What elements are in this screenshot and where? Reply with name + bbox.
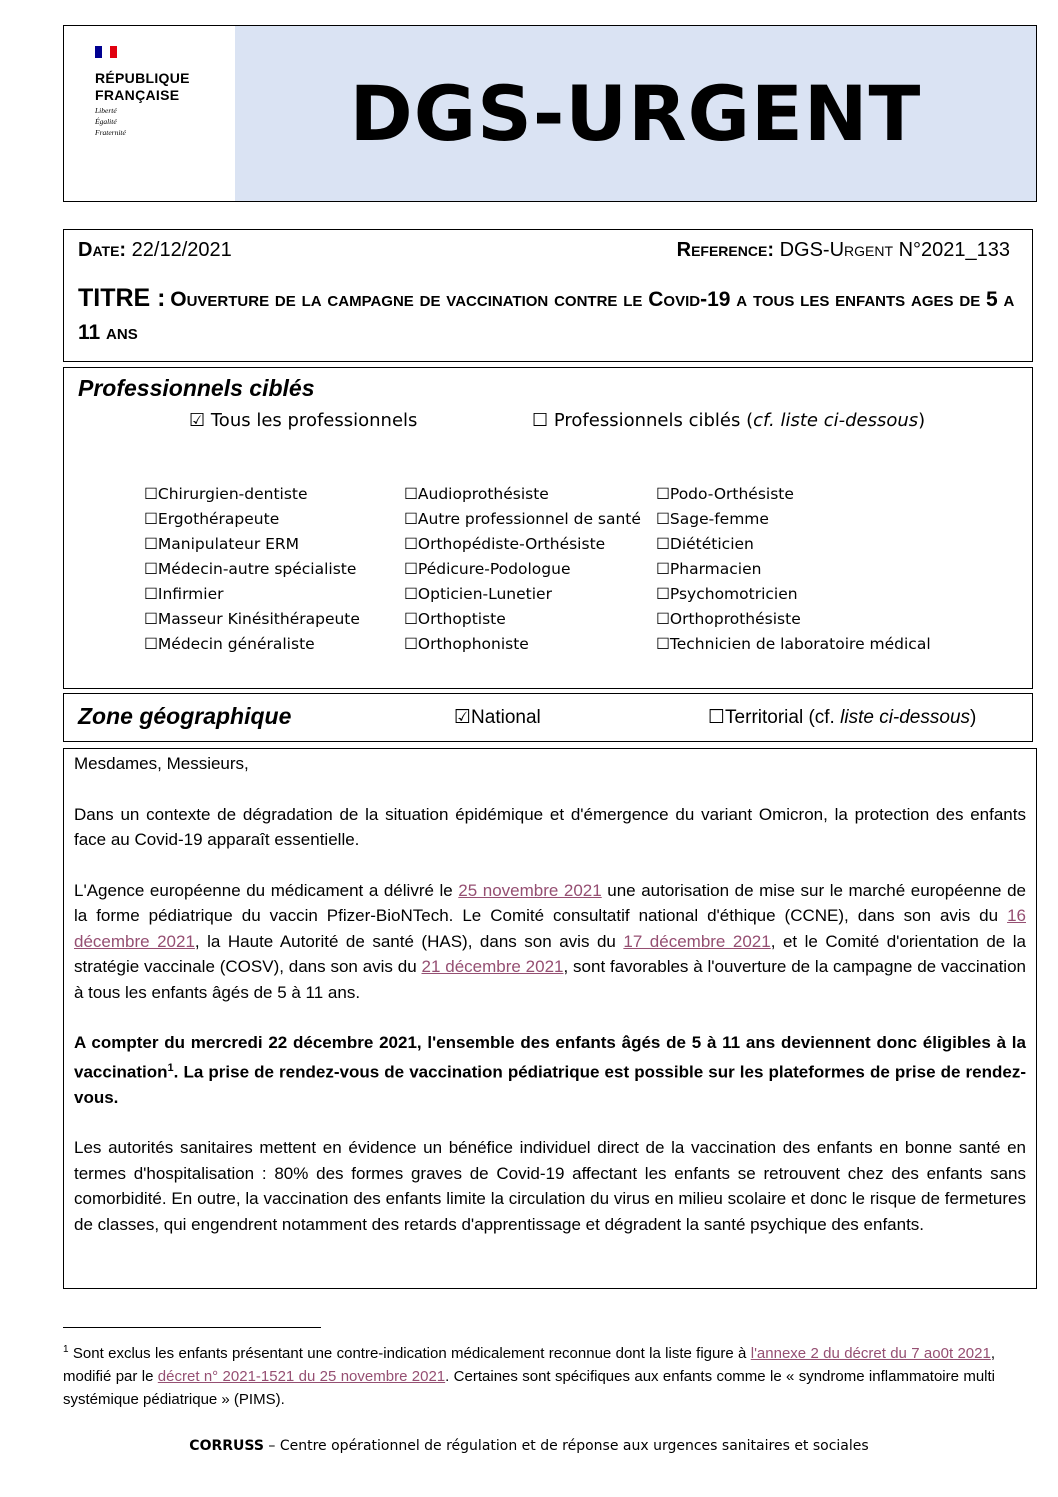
all-professionals-option	[189, 410, 417, 431]
unchecked-box-icon: ☐	[144, 585, 158, 603]
unchecked-box-icon: ☐	[144, 535, 158, 553]
profession-label: Orthophoniste	[417, 635, 529, 653]
profession-option	[144, 582, 360, 607]
unchecked-box-icon: ☐	[656, 635, 670, 653]
profession-label: Podo-Orthésiste	[669, 485, 794, 503]
unchecked-box-icon: ☐	[404, 485, 418, 503]
checked-box-icon: ☑	[189, 410, 206, 431]
profession-option	[656, 557, 931, 582]
unchecked-box-icon: ☐	[404, 510, 418, 528]
profession-option	[144, 632, 360, 657]
unchecked-box-icon: ☐	[404, 610, 418, 628]
unchecked-box-icon: ☐	[656, 535, 670, 553]
profession-option	[404, 582, 641, 607]
profession-option	[404, 557, 641, 582]
profession-option	[144, 532, 360, 557]
profession-option	[404, 482, 641, 507]
professionals-box	[63, 367, 1033, 689]
motto-liberte: Liberté	[95, 106, 117, 115]
profession-label: Masseur Kinésithérapeute	[157, 610, 360, 628]
unchecked-box-icon: ☐	[708, 706, 726, 728]
greeting: Mesdames, Messieurs,	[74, 754, 249, 773]
reference-label: Reference	[676, 239, 768, 261]
marianne-flag-icon	[95, 46, 117, 58]
checked-box-icon: ☑	[454, 706, 472, 728]
page-title: DGS-URGENT	[349, 69, 922, 158]
footnote-separator	[63, 1327, 321, 1328]
unchecked-box-icon: ☐	[404, 635, 418, 653]
profession-label: Sage-femme	[669, 510, 769, 528]
date-line: Date: 22/12/2021	[78, 239, 232, 261]
zone-national-option: ☑National	[454, 706, 541, 728]
profession-label: Ergothérapeute	[157, 510, 280, 528]
reference-line: Reference: DGS-Urgent N°2021_133	[676, 239, 1010, 261]
profession-option	[404, 507, 641, 532]
profession-label: Autre professionnel de santé	[417, 510, 641, 528]
profession-label: Technicien de laboratoire médical	[669, 635, 931, 653]
paragraph-3: A compter du mercredi 22 décembre 2021, l'ensemble des enfants âgés de 5 à 11 ans deviennent donc éligibles à la vaccination$^1$. La prise de rendez-vous de vaccination pédiatrique est possible sur les plateformes de prise de rendez-vous.	[74, 1033, 1026, 1107]
profession-option	[404, 607, 641, 632]
footer-org: CORRUSS	[189, 1438, 264, 1454]
all-professionals-label: Tous les professionnels	[210, 410, 418, 431]
profession-option	[144, 557, 360, 582]
zone-heading: Zone géographique	[78, 703, 292, 729]
profession-column-1	[144, 482, 360, 657]
message-box	[63, 748, 1037, 1289]
profession-label: Chirurgien-dentiste	[157, 485, 308, 503]
unchecked-box-icon: ☐	[656, 510, 670, 528]
link-16-decembre-2021[interactable]: 16 décembre 2021	[74, 906, 1026, 951]
republique-francaise-logo	[64, 26, 236, 201]
motto-fraternite: Fraternité	[95, 128, 126, 137]
profession-option	[656, 507, 931, 532]
profession-option	[144, 482, 360, 507]
date-label: Date	[78, 239, 120, 261]
profession-label: Pharmacien	[669, 560, 762, 578]
header	[63, 25, 1037, 202]
unchecked-box-icon: ☐	[144, 610, 158, 628]
unchecked-box-icon: ☐	[144, 635, 158, 653]
profession-option	[656, 632, 931, 657]
targeted-professionals-option: ☐ Professionnels ciblés (cf. liste ci-dessous)	[532, 410, 926, 431]
profession-label: Audioprothésiste	[417, 485, 549, 503]
link-17-decembre-2021[interactable]: 17 décembre 2021	[623, 931, 771, 951]
profession-option	[404, 632, 641, 657]
footnote: $^1$ Sont exclus les enfants présentant une contre-indication médicalement reconnue dont la liste figure à l'annexe 2 du décret du 7 ao0t 2021, modifié par le décret n° 2021-1521 du 25 novembre 2021. Certaines sont spécifiques aux enfants comme le « syndrome inflammatoire multi systémique pédiatrique » (PIMS).	[63, 1344, 996, 1408]
profession-option	[404, 532, 641, 557]
logo-line-2: FRANÇAISE	[95, 87, 180, 103]
link-21-decembre-2021[interactable]: 21 décembre 2021	[421, 957, 564, 976]
titre-label: TITRE :	[78, 284, 166, 312]
titre-text: Ouverture de la campagne de vaccination contre le Covid-19 a tous les enfants ages de 5 a 11 ans	[78, 288, 1015, 344]
profession-label: Médecin généraliste	[157, 635, 315, 653]
profession-label: Diététicien	[669, 535, 754, 553]
motto-egalite: Égalité	[95, 117, 117, 126]
title-cell	[235, 26, 1036, 201]
unchecked-box-icon: ☐	[656, 585, 670, 603]
logo-line-1: RÉPUBLIQUE	[95, 70, 190, 86]
profession-column-2	[404, 482, 641, 657]
profession-label: Psychomotricien	[669, 585, 798, 603]
profession-label: Infirmier	[157, 585, 224, 603]
document-title	[78, 282, 1018, 350]
unchecked-box-icon: ☐	[144, 510, 158, 528]
profession-option	[656, 607, 931, 632]
profession-option	[144, 607, 360, 632]
message-body	[74, 751, 1026, 1262]
footer-description: – Centre opérationnel de régulation et de réponse aux urgences sanitaires et sociales	[263, 1438, 869, 1454]
footnote-ref[interactable]: 1	[167, 1061, 174, 1074]
date-value: 22/12/2021	[131, 239, 232, 261]
paragraph-2: L'Agence européenne du médicament a délivré le 25 novembre 2021 une autorisation de mise sur le marché européenne de la forme pédiatrique du vaccin Pfizer-BioNTech. Le Comité consultatif national d'éthique (CCNE), dans son avis du 16 décembre 2021, la Haute Autorité de santé (HAS), dans son avis du 17 décembre 2021, et le Comité d'orientation de la stratégie vaccinale (COSV), dans son avis du 21 décembre 2021, sont favorables à l'ouverture de la campagne de vaccination à tous les enfants âgés de 5 à 11 ans.	[74, 880, 1026, 1002]
link-decret-2021-1521[interactable]: décret n° 2021-1521 du 25 novembre 2021	[157, 1368, 446, 1385]
unchecked-box-icon: ☐	[404, 560, 418, 578]
profession-option	[656, 532, 931, 557]
unchecked-box-icon: ☐	[532, 410, 549, 431]
unchecked-box-icon: ☐	[404, 585, 418, 603]
profession-option	[656, 482, 931, 507]
unchecked-box-icon: ☐	[656, 610, 670, 628]
profession-label: Opticien-Lunetier	[417, 585, 552, 603]
profession-option	[144, 507, 360, 532]
paragraph-4: Les autorités sanitaires mettent en évidence un bénéfice individuel direct de la vaccination des enfants en bonne santé en termes d'hospitalisation : 80% des formes graves de Covid-19 affectant les enfants se retrouvent chez des enfants sans comorbidité. En outre, la vaccination des enfants limite la circulation du virus en milieu scolaire et donc le risque de fermetures de classes, qui engendrent notamment des retards d'apprentissage et dégradent la santé psychique des enfants.	[74, 1138, 1026, 1234]
profession-option	[656, 582, 931, 607]
zone-territorial-option: ☐Territorial (cf. liste ci-dessous)	[708, 706, 977, 728]
profession-label: Orthoprothésiste	[669, 610, 801, 628]
profession-label: Médecin-autre spécialiste	[157, 560, 357, 578]
paragraph-1: Dans un contexte de dégradation de la situation épidémique et d'émergence du variant Omicron, la protection des enfants face au Covid-19 apparaît essentielle.	[74, 804, 1026, 849]
profession-label: Orthopédiste-Orthésiste	[417, 535, 606, 553]
unchecked-box-icon: ☐	[144, 560, 158, 578]
info-box	[63, 229, 1033, 362]
profession-label: Manipulateur ERM	[157, 535, 300, 553]
unchecked-box-icon: ☐	[404, 535, 418, 553]
profession-label: Orthoptiste	[417, 610, 506, 628]
reference-value: DGS-Urgent N°2021_133	[779, 239, 1010, 261]
zone-box	[63, 693, 1033, 742]
page-footer	[0, 1438, 1058, 1454]
profession-label: Pédicure-Podologue	[417, 560, 571, 578]
professionals-heading: Professionnels ciblés	[78, 375, 315, 401]
unchecked-box-icon: ☐	[656, 560, 670, 578]
link-annexe-2-decret[interactable]: l'annexe 2 du décret du 7 ao0t 2021	[750, 1345, 991, 1362]
profession-column-3	[656, 482, 931, 657]
unchecked-box-icon: ☐	[656, 485, 670, 503]
unchecked-box-icon: ☐	[144, 485, 158, 503]
link-25-novembre-2021[interactable]: 25 novembre 2021	[458, 880, 602, 900]
